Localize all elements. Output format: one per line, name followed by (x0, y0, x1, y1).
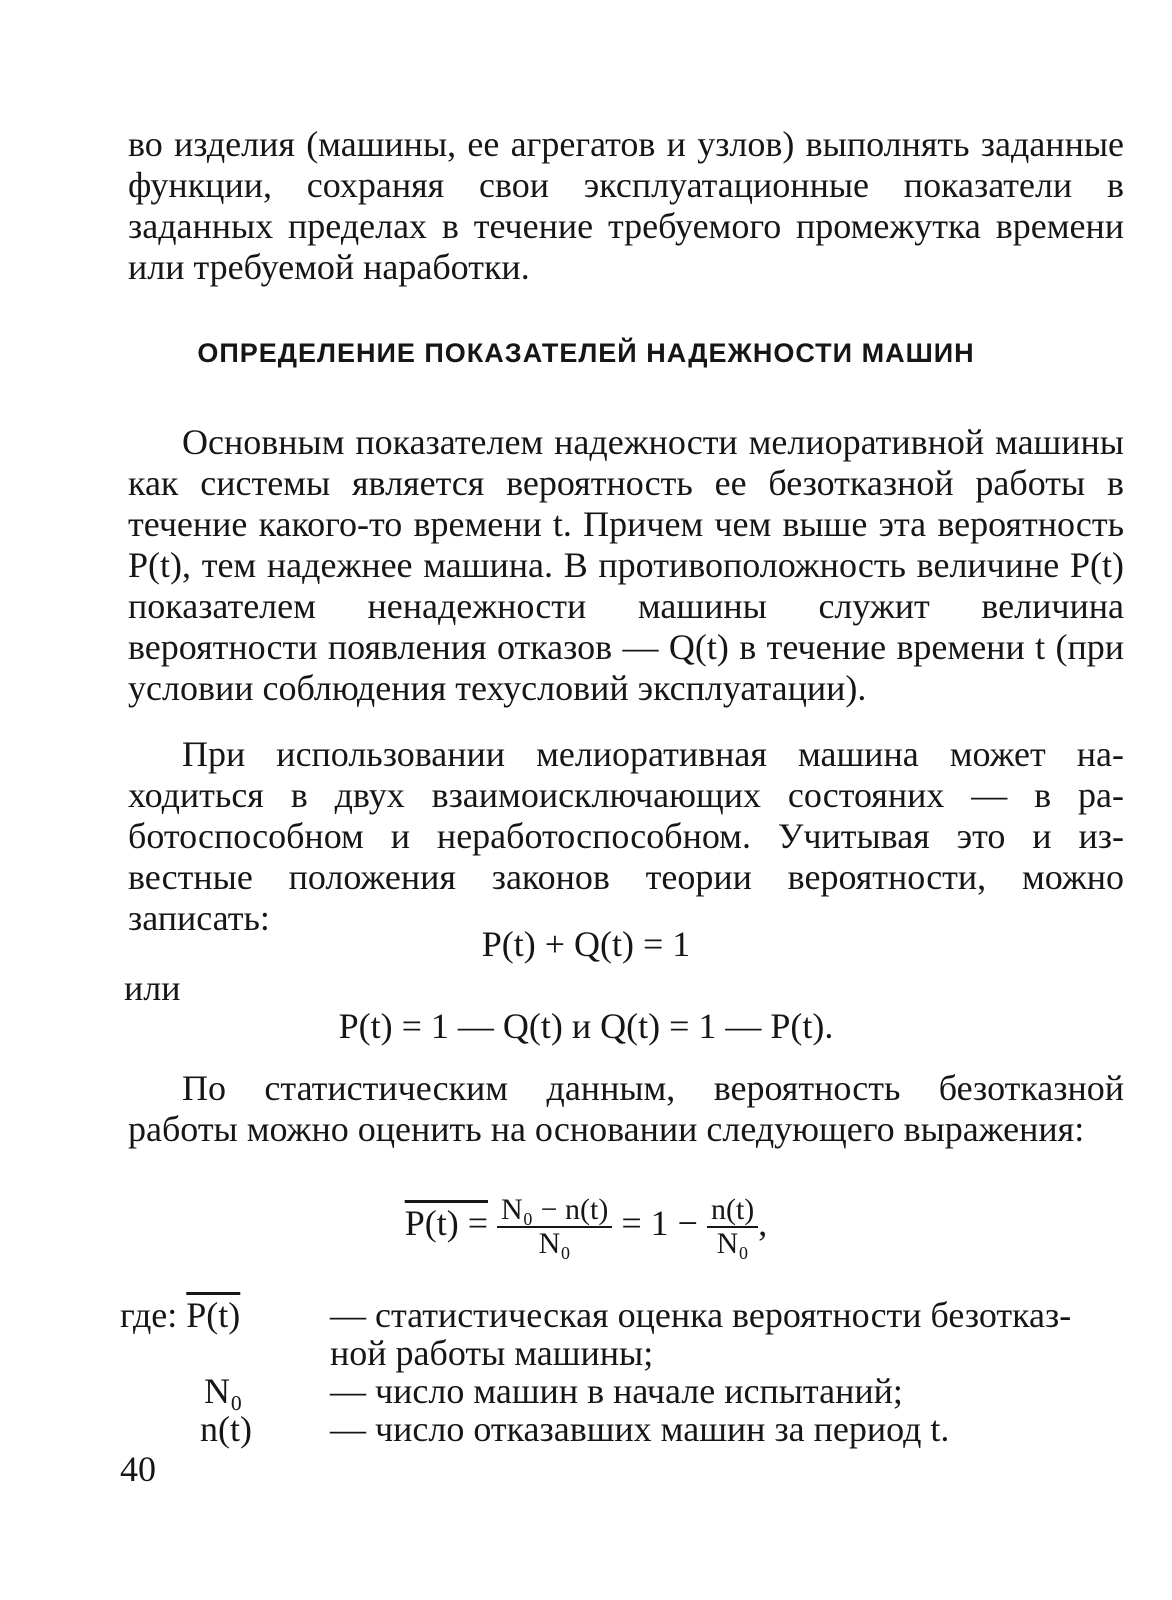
fraction-2-numerator: n(t) (707, 1195, 758, 1228)
paragraph-1: Основным показателем надежности мелиоративной машины как системы является вероятность ее безотказной работы в течение какого-то времени t. Причем чем выше эта вероятность P(t), тем надежнее машина. В противоположность величине P(t) показателем ненадежности машины служит величина вероятности появления отказов — Q(t) в течение времени t (при условии соблюдения техусловий эксплуатации). (128, 422, 1124, 708)
section-heading: ОПРЕДЕЛЕНИЕ ПОКАЗАТЕЛЕЙ НАДЕЖНОСТИ МАШИН (197, 338, 975, 368)
definitions-lead-text: где: (120, 1295, 178, 1335)
definition-desc: — число машин в начале испытаний; (330, 1371, 903, 1411)
formula-complement: P(t) = 1 — Q(t) и Q(t) = 1 — P(t). (338, 1006, 834, 1046)
page-number: 40 (120, 1449, 156, 1489)
fraction-1-denominator: N₀ (538, 1226, 571, 1260)
definition-desc: — число отказавших машин за период t. (330, 1409, 950, 1449)
definition-symbol: P(t) (186, 1295, 241, 1335)
fraction-2 (707, 1192, 758, 1260)
definition-lead (120, 1296, 330, 1334)
fraction-2-denominator: N₀ (716, 1226, 749, 1260)
formula-middle: = 1 − (621, 1203, 698, 1243)
formula-lhs: P(t) = (404, 1203, 488, 1243)
definition-desc: — статистическая оценка вероятности безотказ- (330, 1295, 1072, 1335)
paragraph-2: При использовании мелиоративная машина может находиться в двух взаимоисключающих состояних — в работоспособном и неработоспособном. Учитывая это и известные положения законов теории вероятности, можно записать: (128, 734, 1124, 938)
definition-row (120, 1296, 1130, 1334)
formula-tail: , (758, 1203, 768, 1243)
definitions-list (120, 1296, 1130, 1448)
definition-row (120, 1372, 1130, 1410)
paragraph-intro: во изделия (машины, ее агрегатов и узлов) выполнять заданные функции, сохраняя свои эксплуатационные показатели в заданных пределах в течение требуемого промежутка времени или требуемой наработки. (128, 124, 1124, 287)
fraction-1-numerator: N₀ − n(t) (497, 1195, 612, 1228)
formula-sum: P(t) + Q(t) = 1 (481, 924, 691, 964)
definition-symbol: n(t) (200, 1409, 252, 1449)
fraction-1 (497, 1192, 612, 1260)
connector-text: или (124, 968, 181, 1008)
formula-estimate (0, 1190, 1172, 1259)
definition-row (120, 1410, 1130, 1448)
definition-continuation: ной работы машины; (330, 1333, 654, 1373)
paragraph-3: По статистическим данным, вероятность безотказной работы можно оценить на основании следующего выражения: (128, 1068, 1124, 1149)
definition-symbol: N₀ (204, 1371, 243, 1411)
